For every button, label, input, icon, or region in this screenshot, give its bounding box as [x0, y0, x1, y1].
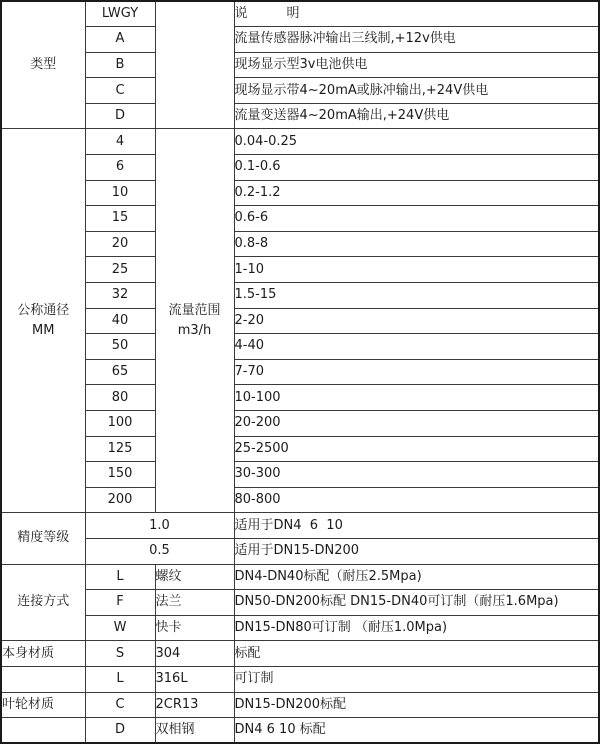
dn-cell: 20: [85, 231, 155, 257]
range-cell: 0.1-0.6: [234, 155, 599, 181]
dn-cell: 10: [85, 180, 155, 206]
flow-range-label-cell: [155, 129, 234, 513]
range-cell: 2-20: [234, 308, 599, 334]
section-label-accuracy: 精度等级: [1, 513, 85, 564]
range-cell: 1-10: [234, 257, 599, 283]
connection-code-cell: L: [85, 564, 155, 590]
table-row: [1, 129, 599, 155]
table-row: [1, 334, 599, 360]
table-row: [1, 641, 599, 667]
accuracy-value-cell: 1.0: [85, 513, 234, 539]
material-code-cell: D: [85, 718, 155, 744]
connection-name-cell: 螺纹: [155, 564, 234, 590]
table-row: [1, 308, 599, 334]
dn-cell: 100: [85, 411, 155, 437]
table-row: [1, 411, 599, 437]
empty-label-cell: [1, 666, 85, 692]
dn-cell: 50: [85, 334, 155, 360]
type-spacer-cell: [155, 1, 234, 129]
range-cell: 25-2500: [234, 436, 599, 462]
table-row: [1, 103, 599, 129]
table-row: [1, 564, 599, 590]
flow-range-label-line2: m3/h: [177, 322, 212, 338]
range-cell: 80-800: [234, 487, 599, 513]
dn-cell: 6: [85, 155, 155, 181]
table-row: [1, 257, 599, 283]
range-cell: 7-70: [234, 359, 599, 385]
header-code-cell: LWGY: [85, 1, 155, 27]
connection-code-cell: W: [85, 615, 155, 641]
section-label-connection: 连接方式: [1, 564, 85, 641]
table-row: [1, 385, 599, 411]
table-row: [1, 718, 599, 744]
table-row: [1, 615, 599, 641]
dn-cell: 40: [85, 308, 155, 334]
connection-name-cell: 法兰: [155, 590, 234, 616]
range-cell: 10-100: [234, 385, 599, 411]
type-code-cell: C: [85, 78, 155, 104]
connection-desc-cell: DN4-DN40标配（耐压2.5Mpa): [234, 564, 599, 590]
section-label-impeller-material: 叶轮材质: [1, 692, 85, 718]
flow-range-label-line1: 流量范围: [168, 302, 221, 318]
dn-cell: 15: [85, 206, 155, 232]
material-code-cell: L: [85, 666, 155, 692]
connection-desc-cell: DN50-DN200标配 DN15-DN40可订制（耐压1.6Mpa): [234, 590, 599, 616]
range-cell: 20-200: [234, 411, 599, 437]
range-cell: 4-40: [234, 334, 599, 360]
dn-cell: 32: [85, 283, 155, 309]
connection-desc-cell: DN15-DN80可订制 （耐压1.0Mpa): [234, 615, 599, 641]
material-name-cell: 双相钢: [155, 718, 234, 744]
connection-name-cell: 快卡: [155, 615, 234, 641]
table-row: [1, 78, 599, 104]
table-row: [1, 513, 599, 539]
table-row: [1, 436, 599, 462]
material-desc-cell: 可订制: [234, 666, 599, 692]
type-desc-cell: 现场显示型3v电池供电: [234, 52, 599, 78]
table-row: [1, 359, 599, 385]
section-label-diameter: [1, 129, 85, 513]
table-row: [1, 206, 599, 232]
range-cell: 1.5-15: [234, 283, 599, 309]
range-cell: 0.2-1.2: [234, 180, 599, 206]
type-code-cell: D: [85, 103, 155, 129]
dn-cell: 200: [85, 487, 155, 513]
type-desc-cell: 流量变送器4~20mA输出,+24V供电: [234, 103, 599, 129]
range-cell: 0.8-8: [234, 231, 599, 257]
material-desc-cell: DN4 6 10 标配: [234, 718, 599, 744]
dn-cell: 125: [85, 436, 155, 462]
header-desc-cell: 说 明: [234, 1, 599, 27]
type-desc-cell: 流量传感器脉冲输出三线制,+12v供电: [234, 27, 599, 53]
section-label-body-material: 本身材质: [1, 641, 85, 667]
diameter-label-line1: 公称通径: [17, 302, 70, 318]
table-row: [1, 692, 599, 718]
diameter-label-line2: MM: [32, 322, 55, 338]
type-desc-cell: 现场显示带4~20mA或脉冲输出,+24V供电: [234, 78, 599, 104]
accuracy-value-cell: 0.5: [85, 538, 234, 564]
dn-cell: 65: [85, 359, 155, 385]
table-row: [1, 666, 599, 692]
material-desc-cell: 标配: [234, 641, 599, 667]
material-code-cell: C: [85, 692, 155, 718]
table-row: [1, 180, 599, 206]
table-row: [1, 155, 599, 181]
material-name-cell: 2CR13: [155, 692, 234, 718]
range-cell: 0.6-6: [234, 206, 599, 232]
material-desc-cell: DN15-DN200标配: [234, 692, 599, 718]
table-row: [1, 52, 599, 78]
material-name-cell: 304: [155, 641, 234, 667]
type-code-cell: A: [85, 27, 155, 53]
table-row: [1, 1, 599, 27]
range-cell: 0.04-0.25: [234, 129, 599, 155]
accuracy-desc-cell: 适用于DN4 6 10: [234, 513, 599, 539]
material-code-cell: S: [85, 641, 155, 667]
section-label-type: 类型: [1, 1, 85, 129]
range-cell: 30-300: [234, 462, 599, 488]
table-row: [1, 283, 599, 309]
type-code-cell: B: [85, 52, 155, 78]
accuracy-desc-cell: 适用于DN15-DN200: [234, 538, 599, 564]
dn-cell: 4: [85, 129, 155, 155]
material-name-cell: 316L: [155, 666, 234, 692]
table-row: [1, 487, 599, 513]
dn-cell: 150: [85, 462, 155, 488]
empty-label-cell: [1, 718, 85, 744]
table-row: [1, 590, 599, 616]
table-row: [1, 27, 599, 53]
table-row: [1, 538, 599, 564]
table-row: [1, 231, 599, 257]
dn-cell: 80: [85, 385, 155, 411]
connection-code-cell: F: [85, 590, 155, 616]
dn-cell: 25: [85, 257, 155, 283]
table-row: [1, 462, 599, 488]
